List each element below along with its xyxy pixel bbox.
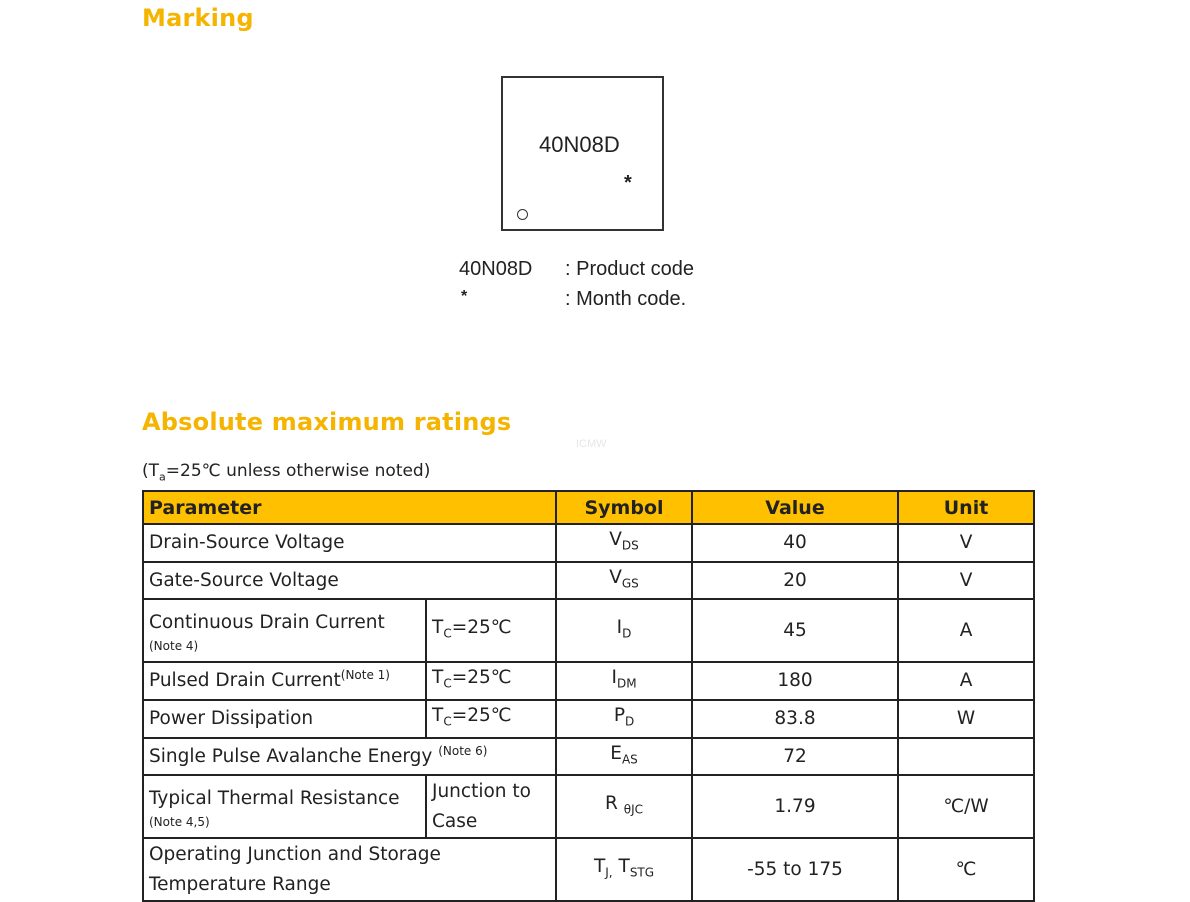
ratings-heading: Absolute maximum ratings bbox=[142, 408, 512, 436]
package-marking-diagram bbox=[501, 76, 664, 231]
table-header-row bbox=[143, 491, 1034, 524]
ratings-table bbox=[142, 490, 1035, 902]
unit-cell: A bbox=[898, 599, 1034, 662]
condition-cell: Junction to Case bbox=[426, 775, 556, 838]
table-row bbox=[143, 599, 1034, 662]
symbol-cell: $E_{AS}$ bbox=[556, 738, 692, 776]
unit-cell: V bbox=[898, 524, 1034, 562]
unit-cell: ℃/W bbox=[898, 775, 1034, 838]
table-row bbox=[143, 838, 1034, 901]
table-row bbox=[143, 562, 1034, 600]
symbol-cell: $P_D$ bbox=[556, 700, 692, 738]
symbol-cell: $I_{DM}$ bbox=[556, 662, 692, 700]
param-cell: Drain-Source Voltage bbox=[143, 524, 556, 562]
symbol-cell: $T_{J,}$ $T_{STG}$ bbox=[556, 838, 692, 901]
legend-code-product: 40N08D bbox=[459, 258, 533, 280]
unit-cell: ℃ bbox=[898, 838, 1034, 901]
col-header-symbol: Symbol bbox=[556, 491, 692, 524]
param-cell: Typical Thermal Resistance (Note 4,5) bbox=[143, 775, 426, 838]
symbol-cell: $V_{DS}$ bbox=[556, 524, 692, 562]
table-row bbox=[143, 700, 1034, 738]
value-cell: 180 bbox=[692, 662, 898, 700]
param-cell: Pulsed Drain Current$^{(Note 1)}$ bbox=[143, 662, 426, 700]
param-cell: Gate-Source Voltage bbox=[143, 562, 556, 600]
symbol-cell: R $_{\theta JC}$ bbox=[556, 775, 692, 838]
legend-desc-product: : Product code bbox=[565, 258, 694, 280]
watermark: ICMW bbox=[576, 438, 607, 450]
unit-cell: W bbox=[898, 700, 1034, 738]
symbol-cell: $V_{GS}$ bbox=[556, 562, 692, 600]
table-row bbox=[143, 738, 1034, 776]
value-cell: 45 bbox=[692, 599, 898, 662]
value-cell: 83.8 bbox=[692, 700, 898, 738]
param-cell: Power Dissipation bbox=[143, 700, 426, 738]
unit-cell bbox=[898, 738, 1034, 776]
table-row bbox=[143, 775, 1034, 838]
ratings-condition-note: ($T_a=25℃$ unless otherwise noted) bbox=[142, 461, 431, 484]
condition-cell: $T_C=25℃$ bbox=[426, 662, 556, 700]
table-row bbox=[143, 662, 1034, 700]
col-header-value: Value bbox=[692, 491, 898, 524]
value-cell: -55 to 175 bbox=[692, 838, 898, 901]
col-header-unit: Unit bbox=[898, 491, 1034, 524]
table-row bbox=[143, 524, 1034, 562]
condition-cell: $T_C=25℃$ bbox=[426, 700, 556, 738]
value-cell: 20 bbox=[692, 562, 898, 600]
value-cell: 40 bbox=[692, 524, 898, 562]
param-cell: Operating Junction and Storage Temperature Range bbox=[143, 838, 556, 901]
unit-cell: V bbox=[898, 562, 1034, 600]
unit-cell: A bbox=[898, 662, 1034, 700]
chip-month-symbol: * bbox=[624, 172, 632, 194]
symbol-cell: $I_D$ bbox=[556, 599, 692, 662]
value-cell: 1.79 bbox=[692, 775, 898, 838]
legend-code-month: * bbox=[461, 288, 468, 305]
col-header-parameter: Parameter bbox=[143, 491, 556, 524]
condition-cell: $T_C=25℃$ bbox=[426, 599, 556, 662]
value-cell: 72 bbox=[692, 738, 898, 776]
legend-desc-month: : Month code. bbox=[565, 288, 687, 310]
pin1-indicator-icon bbox=[517, 209, 528, 220]
param-cell: Single Pulse Avalanche Energy $^{(Note 6)}$ bbox=[143, 738, 556, 776]
chip-product-code: 40N08D bbox=[539, 132, 620, 157]
marking-heading: Marking bbox=[142, 4, 254, 32]
param-cell: Continuous Drain Current (Note 4) bbox=[143, 599, 426, 662]
